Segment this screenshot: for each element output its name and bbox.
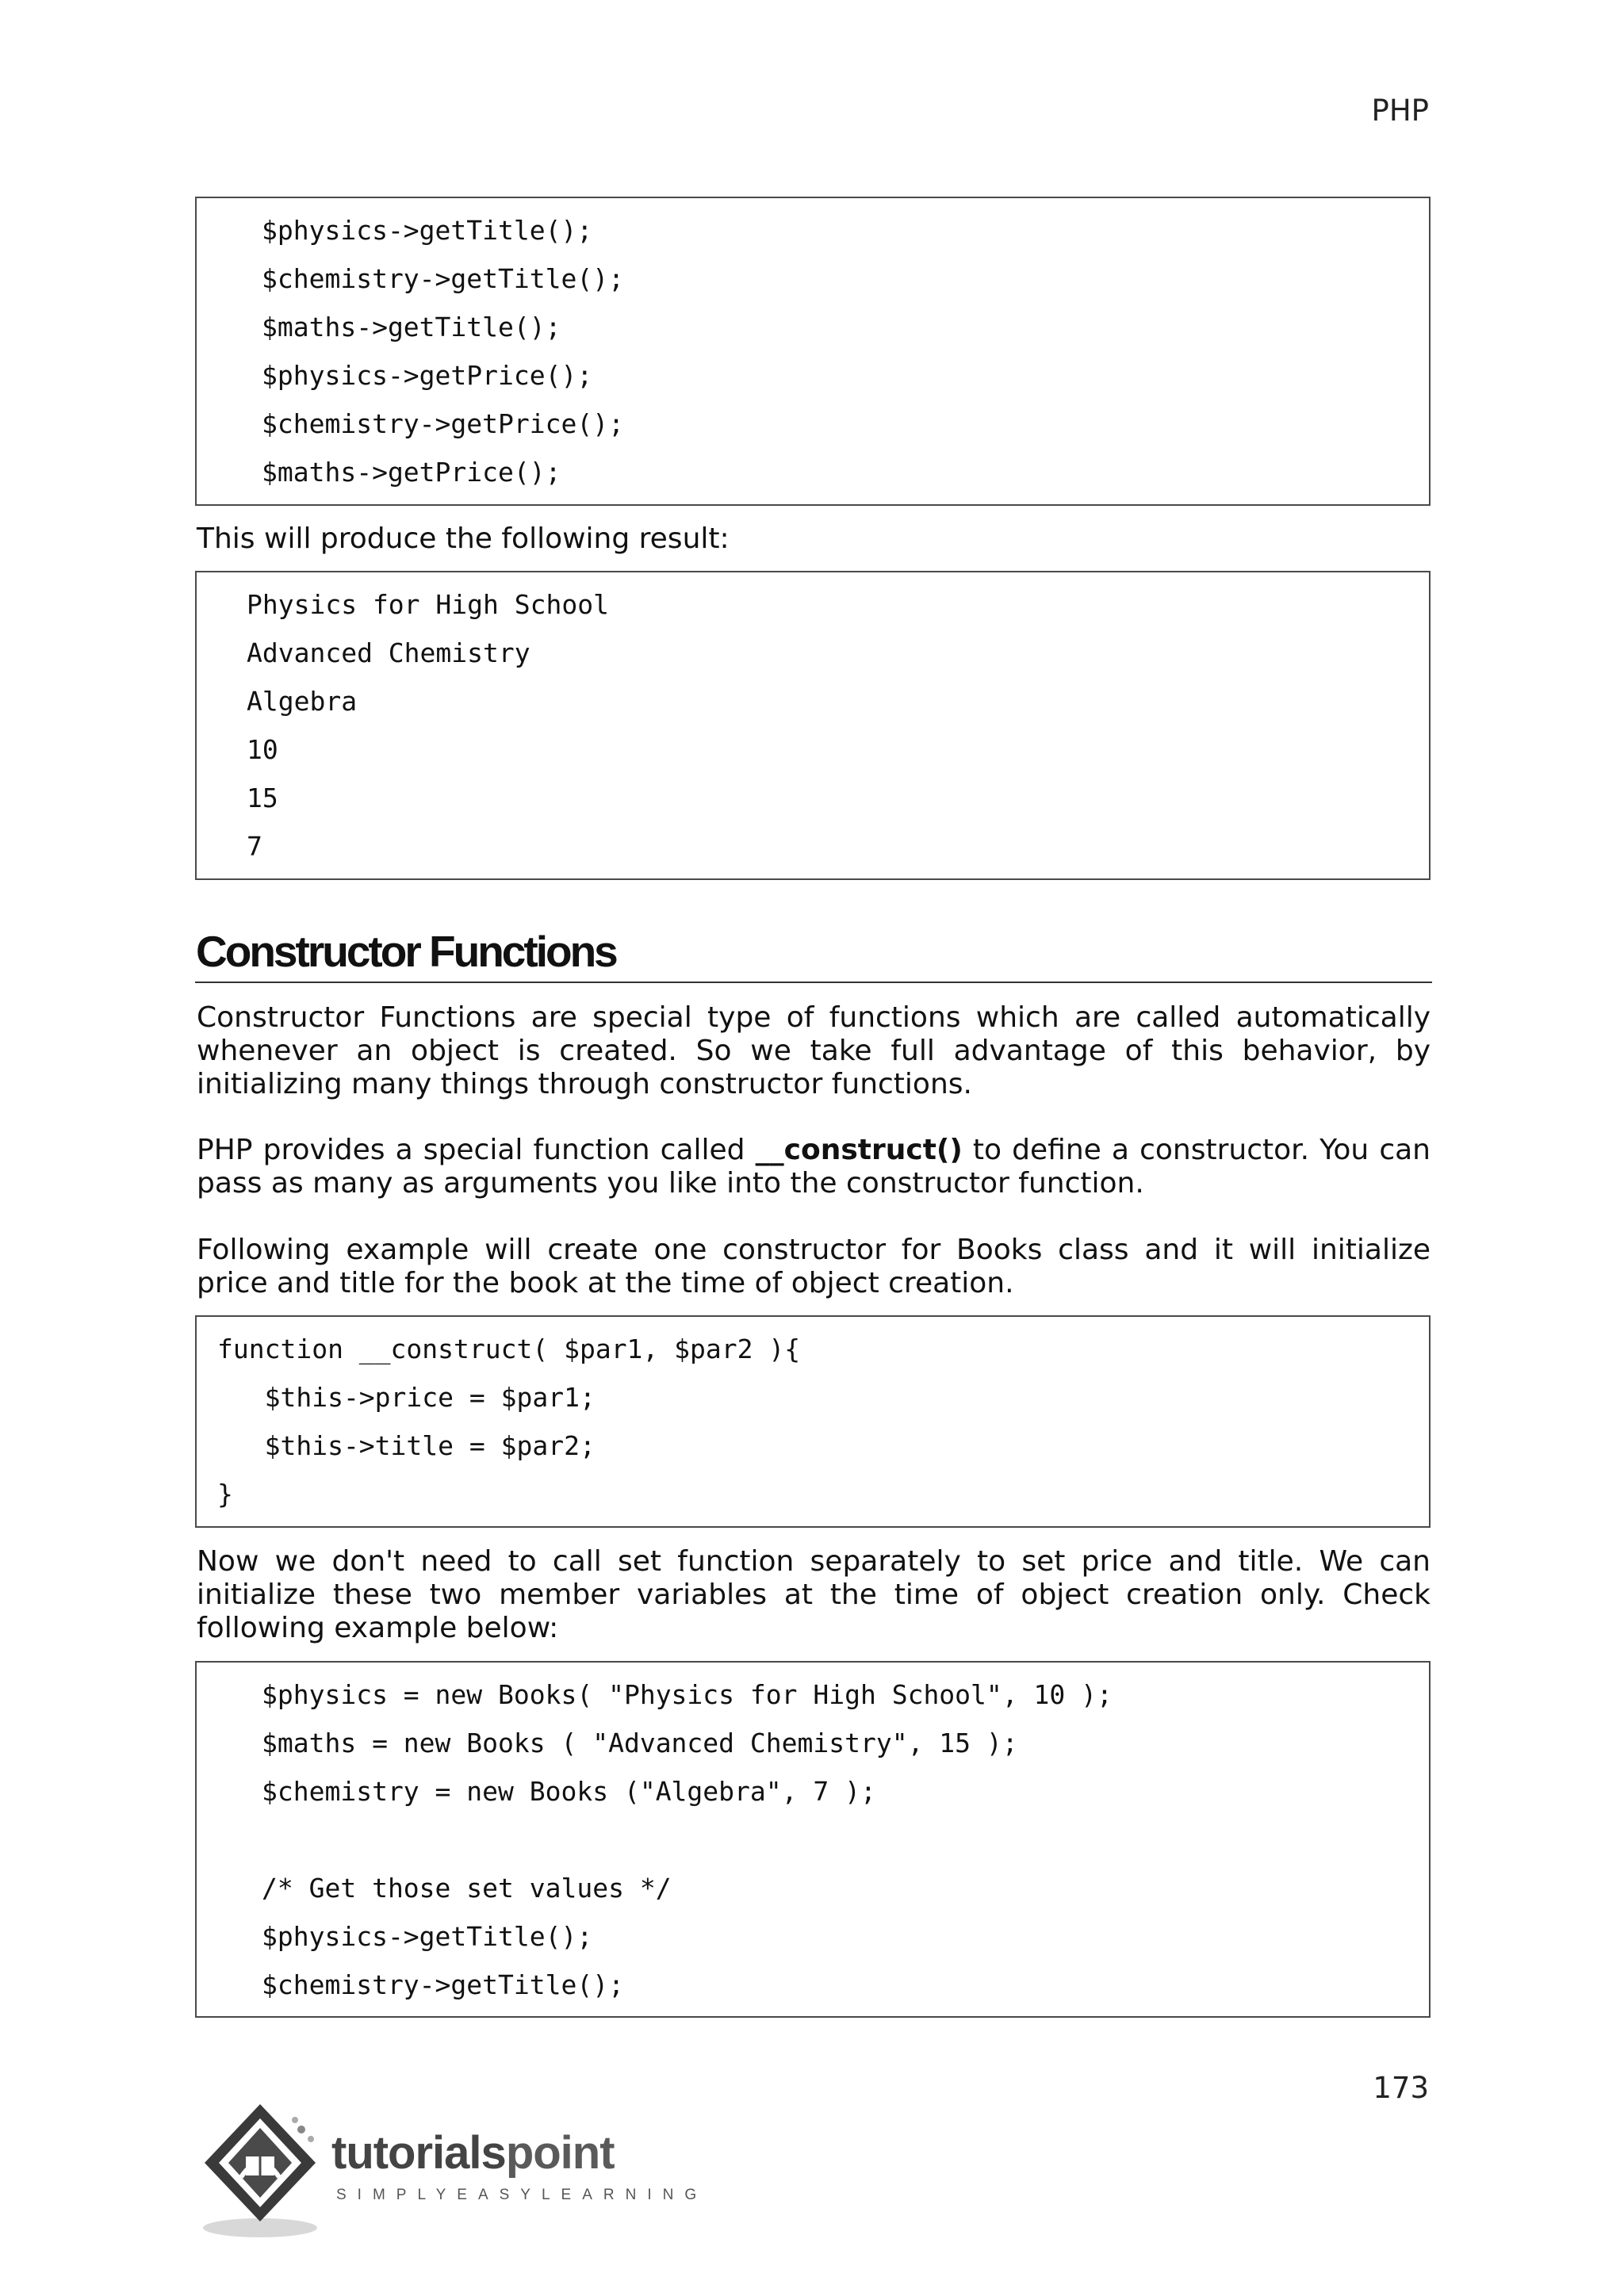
code-line: $this->price = $par1;	[217, 1382, 596, 1413]
paragraph-construct-text-a: PHP provides a special function called	[197, 1134, 756, 1166]
output-block	[195, 571, 1431, 880]
logo-tagline: SIMPLYEASYLEARNING	[336, 2187, 708, 2203]
code-line: $physics->getTitle();	[262, 1921, 593, 1952]
code-line: function __construct( $par1, $par2 ){	[217, 1334, 801, 1364]
code-line: $this->title = $par2;	[217, 1430, 596, 1461]
paragraph-construct-text-b: to define a constructor. You can pass as many as arguments you like into the constructor function.	[197, 1134, 1431, 1200]
code-line: $chemistry = new Books ("Algebra", 7 );	[262, 1776, 876, 1807]
code-line: $maths = new Books ( "Advanced Chemistry", 15 );	[262, 1728, 1018, 1758]
output-line: Physics for High School	[247, 589, 609, 620]
code-line: $physics = new Books( "Physics for High School", 10 );	[262, 1679, 1113, 1710]
paragraph-construct	[197, 1134, 1431, 1200]
paragraph-example: Following example will create one constructor for Books class and it will initialize price and title for the book at the time of object creation.	[197, 1234, 1431, 1299]
code-line: $physics->getTitle();	[262, 215, 593, 246]
paragraph-intro: Constructor Functions are special type of functions which are called automatically whenever an object is created. So we take full advantage of this behavior, by initializing many things through constructor functions.	[197, 1001, 1431, 1100]
output-line: Algebra	[247, 686, 358, 717]
output-line: Advanced Chemistry	[247, 637, 530, 668]
code-line: $physics->getPrice();	[262, 360, 593, 391]
code-line: }	[217, 1479, 233, 1510]
code-block-method-calls	[195, 197, 1431, 506]
code-block-constructor	[195, 1315, 1431, 1528]
heading-underline	[195, 982, 1432, 983]
result-intro-text: This will produce the following result:	[197, 522, 730, 555]
code-block-object-creation	[195, 1661, 1431, 2018]
code-line: $maths->getPrice();	[262, 457, 561, 488]
page-number: 173	[1373, 2071, 1429, 2105]
construct-keyword: __construct()	[755, 1134, 963, 1166]
logo-diamond-icon	[197, 2101, 331, 2244]
code-line: /* Get those set values */	[262, 1873, 672, 1904]
paragraph-initialize: Now we don't need to call set function separately to set price and title. We can initialize these two member variables at the time of object creation only. Check following example below:	[197, 1545, 1431, 1644]
logo-wordmark	[331, 2126, 615, 2179]
output-line: 10	[247, 734, 278, 765]
output-line: 15	[247, 783, 278, 813]
code-line: $chemistry->getTitle();	[262, 263, 624, 294]
code-line: $chemistry->getPrice();	[262, 408, 624, 439]
code-line: $maths->getTitle();	[262, 312, 561, 342]
logo-word-b: point	[505, 2127, 615, 2179]
running-header: PHP	[1371, 94, 1429, 128]
logo-word-a: tutorials	[331, 2127, 506, 2179]
section-heading: Constructor Functions	[196, 927, 616, 976]
tutorialspoint-logo	[197, 2101, 708, 2244]
output-line: 7	[247, 831, 262, 862]
code-line: $chemistry->getTitle();	[262, 1969, 624, 2000]
